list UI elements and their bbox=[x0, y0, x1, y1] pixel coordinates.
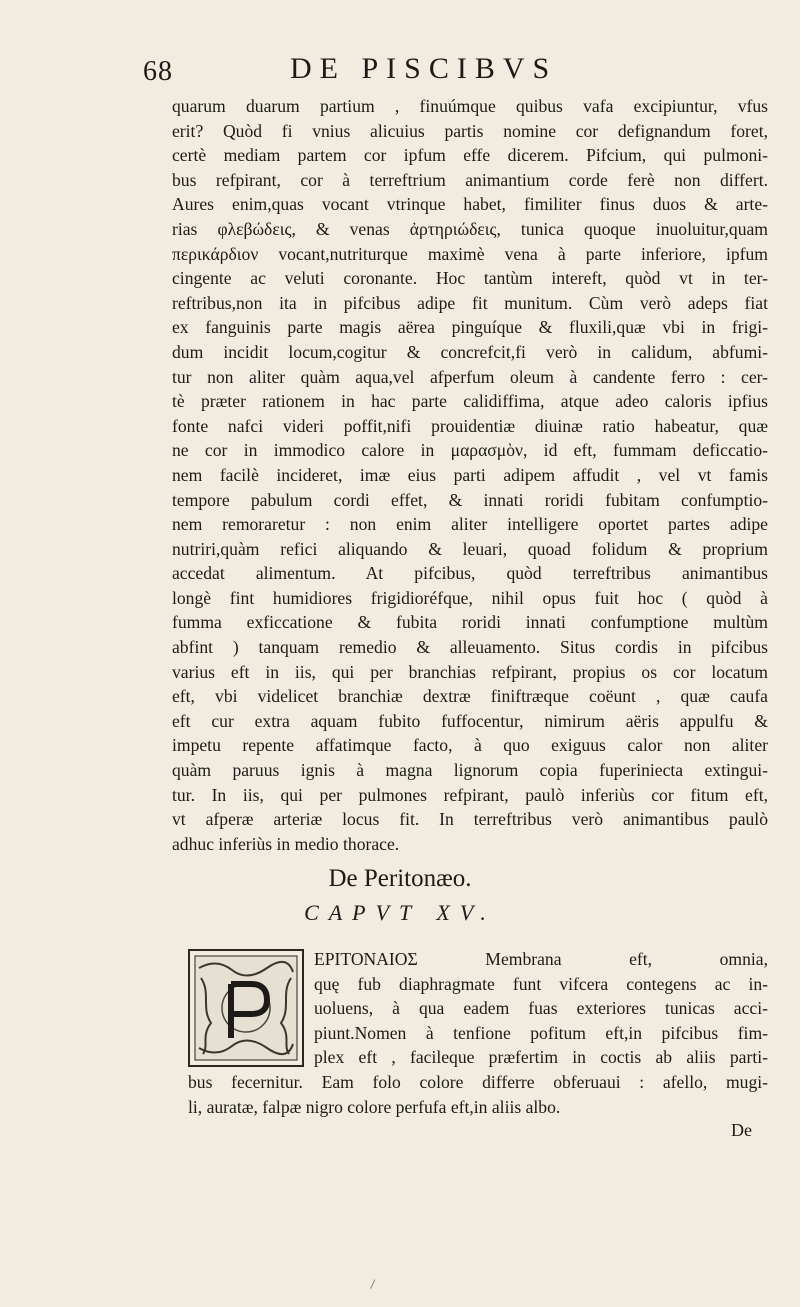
text-line: vt afperæ arteriæ locus fit. In terreftribus verò animantibus paulò bbox=[172, 809, 768, 830]
text-line: erit? Quòd fi vnius alicuius partis nomine cor defignandum foret, bbox=[172, 120, 768, 141]
text-line: tempore pabulum cordi effet, & innati roridi fubitam confumptio- bbox=[172, 489, 768, 510]
text-line: tur non aliter quàm aqua,vel afperfum oleum à candente ferro : cer- bbox=[172, 366, 768, 387]
text-line: quarum duarum partium , finuúmque quibus vafa excipiuntur, vfus bbox=[172, 96, 768, 116]
catchword: De bbox=[731, 1120, 752, 1140]
text-line: quę fub diaphragmate funt vifcera contegens ac in- bbox=[314, 973, 768, 994]
text-line: eft cur extra aquam fubito fuffocentur, nimirum aëris appulfu & bbox=[172, 710, 768, 731]
section-heading: De Peritonæo. bbox=[328, 865, 472, 892]
text-line: nem remoraretur : non enim aliter intelligere oportet partes adipe bbox=[172, 514, 768, 535]
text-line: dum incidit locum,cogitur & concrefcit,fi verò in calidum, abfumi- bbox=[172, 341, 768, 362]
text-line: ex fanguinis parte magis aërea pinguíque & fluxili,quæ vbi in frigi- bbox=[172, 317, 768, 338]
text-line: tur. In iis, qui per pulmones refpirant, paulò inferiùs cor fitum eft, bbox=[172, 784, 768, 805]
text-line: eft, vbi videlicet branchiæ dextræ finiftræque coëunt , quæ caufa bbox=[172, 686, 768, 707]
text-line: tè præter rationem in hac parte calidiffima, atque adeo caloris ipfius bbox=[172, 391, 768, 412]
text-line: nutriri,quàm refici aliquando & leuari, quoad folidum & proprium bbox=[172, 538, 768, 559]
text-line: varius eft in iis, qui per branchias refpirant, propius os cor locatum bbox=[172, 661, 768, 682]
pen-mark bbox=[370, 1279, 379, 1290]
text-line: EPITONAIOΣ Membrana eft, omnia, bbox=[314, 949, 768, 969]
text-line: nem facilè incideret, imæ eius parti adipem affudit , vel vt famis bbox=[172, 464, 768, 485]
text-line: fumma exficcatione & fubita roridi innati confumptione multùm bbox=[172, 612, 768, 633]
text-line: Aures enim,quas vocant vtrinque habet, fimiliter finus duos & arte- bbox=[172, 194, 768, 215]
text-line: fonte nafci videri poffit,nifi prouidentiæ diuinæ ratio habeatur, quæ bbox=[172, 415, 768, 436]
text-line: ne cor in immodico calore in μαρασμὸν, id eft, fummam deficcatio- bbox=[172, 440, 768, 461]
text-line: reftribus,non ita in pifcibus adipe fit munitum. Cùm verò adeps fiat bbox=[172, 292, 768, 313]
text-line: impetu repente affatimque facto, à quo exiguus calor non aliter bbox=[172, 735, 768, 756]
text-line: certè mediam partem cor ipfum effe dicerem. Pifcium, qui pulmoni- bbox=[172, 145, 768, 166]
text-line: plex eft , facileque præfertim in coctis ab aliis parti- bbox=[314, 1047, 768, 1068]
text-line: bus fecernitur. Eam folo colore differre obferuaui : afello, mugi- bbox=[188, 1071, 768, 1092]
text-line: li, auratæ, falpæ nigro colore perfufa eft,in aliis albo. bbox=[188, 1096, 561, 1117]
text-line: longè fint humidiores frigidioréfque, nihil opus fuit hoc ( quòd à bbox=[172, 587, 768, 608]
text-line: piunt.Nomen à tenfione pofitum eft,in pifcibus fim- bbox=[314, 1022, 768, 1043]
chapter-number: CAPVT XV. bbox=[304, 900, 496, 925]
text-line: rias φλεβώδεις, & venas ἀρτηριώδεις, tunica quoque inuoluitur,quam bbox=[172, 218, 768, 239]
chapter-text bbox=[188, 947, 768, 1119]
text-line: uoluens, à qua eadem fuas exteriores tunicas acci- bbox=[314, 998, 768, 1019]
running-title: DE PISCIBVS bbox=[290, 52, 558, 85]
text-line: bus refpirant, cor à terreftrium animantium corde ferè non differt. bbox=[172, 169, 768, 190]
text-line: accedat alimentum. At pifcibus, quòd terreftribus animantibus bbox=[172, 563, 768, 584]
text-line: adhuc inferiùs in medio thorace. bbox=[172, 833, 400, 854]
text-line: abfint ) tanquam remedio & alleuamento. Situs cordis in pifcibus bbox=[172, 637, 768, 658]
page-number: 68 bbox=[143, 56, 173, 87]
text-line: cingente ac veluti coronante. Hoc tantùm intereft, quòd vt in ter- bbox=[172, 268, 768, 289]
text-line: περικάρδιον vocant,nutriturque maximè vena à parte inferiore, ipfum bbox=[172, 243, 768, 264]
text-line: quàm paruus ignis à magna lignorum copia fuperiniecta extingui- bbox=[172, 760, 768, 781]
body-text bbox=[172, 94, 768, 856]
